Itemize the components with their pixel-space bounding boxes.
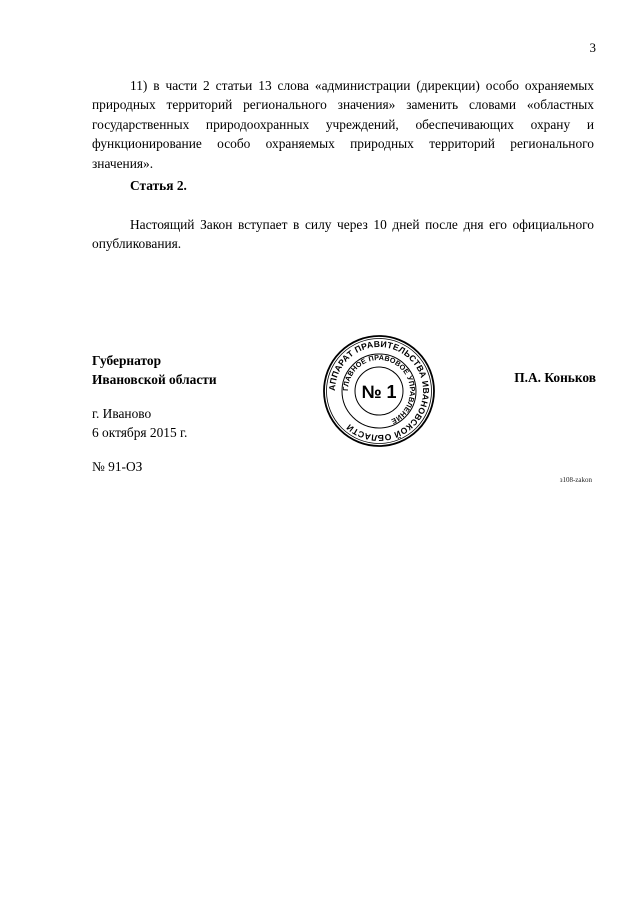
stamp-inner-text: ГЛАВНОЕ ПРАВОВОЕ УПРАВЛЕНИЕ	[340, 352, 418, 427]
signatory-title	[92, 351, 217, 389]
law-number: № 91-ОЗ	[92, 459, 143, 474]
stamp-outer-text: АППАРАТ ПРАВИТЕЛЬСТВА ИВАНОВСКОЙ ОБЛАСТИ	[326, 338, 432, 444]
place-and-date	[92, 404, 187, 442]
paragraph-item-11: 11) в части 2 статьи 13 слова «администрации (дирекции) особо охраняемых природных территорий регионального значения» заменить словами «областных государственных природоохранных учреждений, обеспечивающих охрану и функционирование особо охраняемых природных территорий регионального значения».	[92, 78, 594, 171]
place: г. Иваново	[92, 406, 152, 421]
official-stamp	[322, 334, 436, 448]
date: 6 октября 2015 г.	[92, 425, 188, 440]
signatory-title-line-2: Ивановской области	[92, 372, 217, 387]
stamp-number: № 1	[361, 382, 397, 402]
article-heading: Статья 2.	[130, 178, 187, 193]
signatory-title-line-1: Губернатор	[92, 353, 162, 368]
signatory-name: П.А. Коньков	[514, 370, 596, 385]
file-code: з108-zakon	[559, 476, 592, 484]
article-2-text: Настоящий Закон вступает в силу через 10 дней после дня его официального опубликования.	[92, 217, 594, 252]
page-number: 3	[589, 40, 596, 55]
